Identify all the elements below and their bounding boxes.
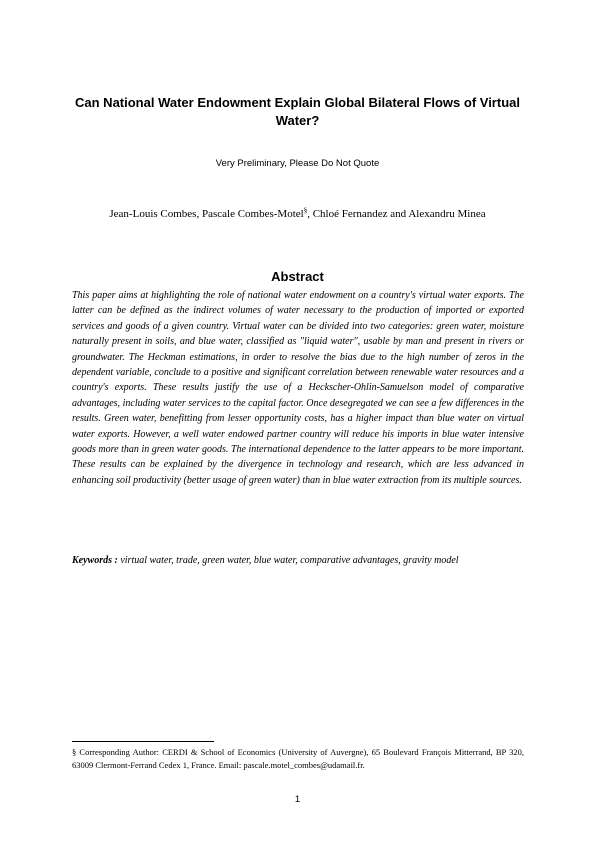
authors-rest: , Chloé Fernandez and Alexandru Minea (307, 208, 486, 220)
footnote-mark: § (303, 206, 308, 215)
keywords-text: virtual water, trade, green water, blue water, comparative advantages, gravity model (117, 555, 459, 566)
footnote-divider (72, 741, 214, 742)
author-list (60, 207, 535, 222)
page-number: 1 (294, 794, 301, 805)
footnote: § Corresponding Author: CERDI & School of Economics (University of Auvergne), 65 Boulevard François Mitterrand, BP 320, 63009 Clermont-Ferrand Cedex 1, France. Email: pascale.motel_combes@udamail.fr. (72, 747, 524, 770)
keywords (72, 553, 524, 568)
abstract-body: This paper aims at highlighting the role of national water endowment on a country's virtual water exports. The latter can be defined as the indirect volumes of water necessary to the production of imported or exported services and goods of a given country. Virtual water can be divided into two categories: green water, moisture naturally present in soils, and blue water, classified as "liquid water", usable by man and present in rivers or groundwater. The Heckman estimations, in order to resolve the bias due to the high number of zeros in the dependent variable, conclude to a positive and significant correlation between renewable water resources and a country's exports. These results justify the use of a Heckscher-Ohlin-Samuelson model of comparative advantages, including water services to the capital factor. Once desegregated we can see a few differences in the results. Green water, benefitting from lesser opportunity costs, has a higher impact than blue water on virtual water exports. However, a well water endowed partner country will reduce his imports in blue water intensive goods more than in green water goods. The international dependence to the latter appears to be more important. These results can be explained by the divergence in technology and research, which are less advanced in enhancing soil productivity (better usage of green water) than in blue water extraction from its multiple sources. (72, 290, 524, 486)
authors-first: Jean-Louis Combes, Pascale Combes-Motel (109, 208, 304, 220)
paper-title: Can National Water Endowment Explain Global Bilateral Flows of Virtual Water? (75, 95, 520, 128)
keywords-label: Keywords : (72, 555, 118, 566)
abstract-heading: Abstract (271, 269, 324, 284)
preliminary-note: Very Preliminary, Please Do Not Quote (215, 158, 380, 169)
